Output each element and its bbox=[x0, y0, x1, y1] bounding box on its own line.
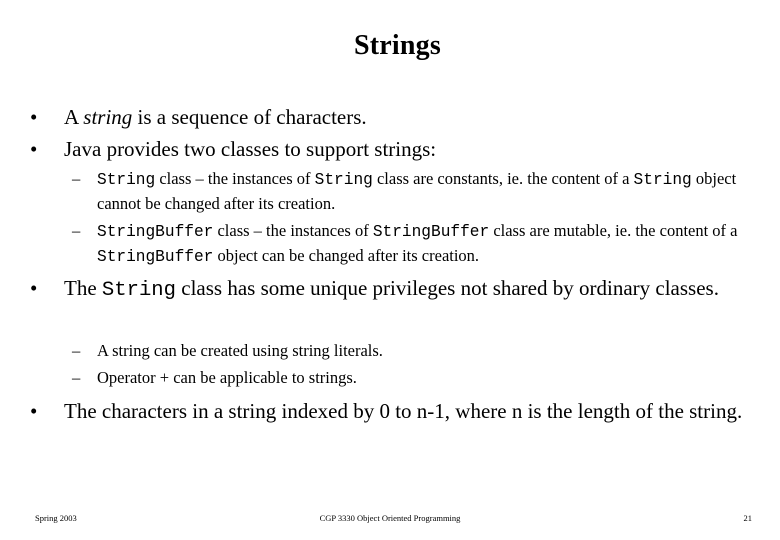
sub-bullet-text: String class – the instances of String class are constants, ie. the content of a String object cannot be changed after its creation. bbox=[97, 169, 737, 213]
bullet-text: A string is a sequence of characters. bbox=[64, 105, 367, 129]
sub-bullet-marker: – bbox=[72, 341, 81, 360]
bullet-marker: • bbox=[30, 105, 38, 129]
sub-bullet-marker: – bbox=[72, 368, 81, 387]
bullet-text: The String class has some unique privileges not shared by ordinary classes. bbox=[64, 276, 719, 302]
sub-bullet-item bbox=[72, 219, 762, 269]
sub-bullet-text: Operator + can be applicable to strings. bbox=[97, 368, 357, 387]
sub-bullet-item bbox=[72, 167, 762, 216]
bullet-text: Java provides two classes to support strings: bbox=[64, 137, 437, 161]
bullet-text: The characters in a string indexed by 0 to n-1, where n is the length of the string. bbox=[64, 399, 743, 423]
bullet-item bbox=[30, 273, 760, 306]
footer-date: Spring 2003 bbox=[35, 513, 77, 523]
sub-bullet-item bbox=[72, 339, 762, 363]
bullet-item bbox=[30, 134, 760, 165]
sub-bullet-text: StringBuffer class – the instances of StringBuffer class are mutable, ie. the content of a StringBuffer object can be changed after its creation. bbox=[97, 221, 738, 266]
bullet-item bbox=[30, 396, 760, 427]
bullet-marker: • bbox=[30, 399, 38, 423]
slide-title: Strings bbox=[354, 30, 441, 61]
footer-course-title: CGP 3330 Object Oriented Programming bbox=[319, 513, 461, 523]
sub-bullet-marker: – bbox=[72, 169, 81, 188]
bullet-item bbox=[30, 102, 760, 133]
sub-bullet-text: A string can be created using string literals. bbox=[97, 341, 383, 360]
sub-bullet-item bbox=[72, 366, 762, 390]
bullet-marker: • bbox=[30, 276, 38, 300]
sub-bullet-marker: – bbox=[72, 221, 81, 240]
footer-page-number: 21 bbox=[743, 513, 752, 523]
bullet-marker: • bbox=[30, 137, 38, 161]
